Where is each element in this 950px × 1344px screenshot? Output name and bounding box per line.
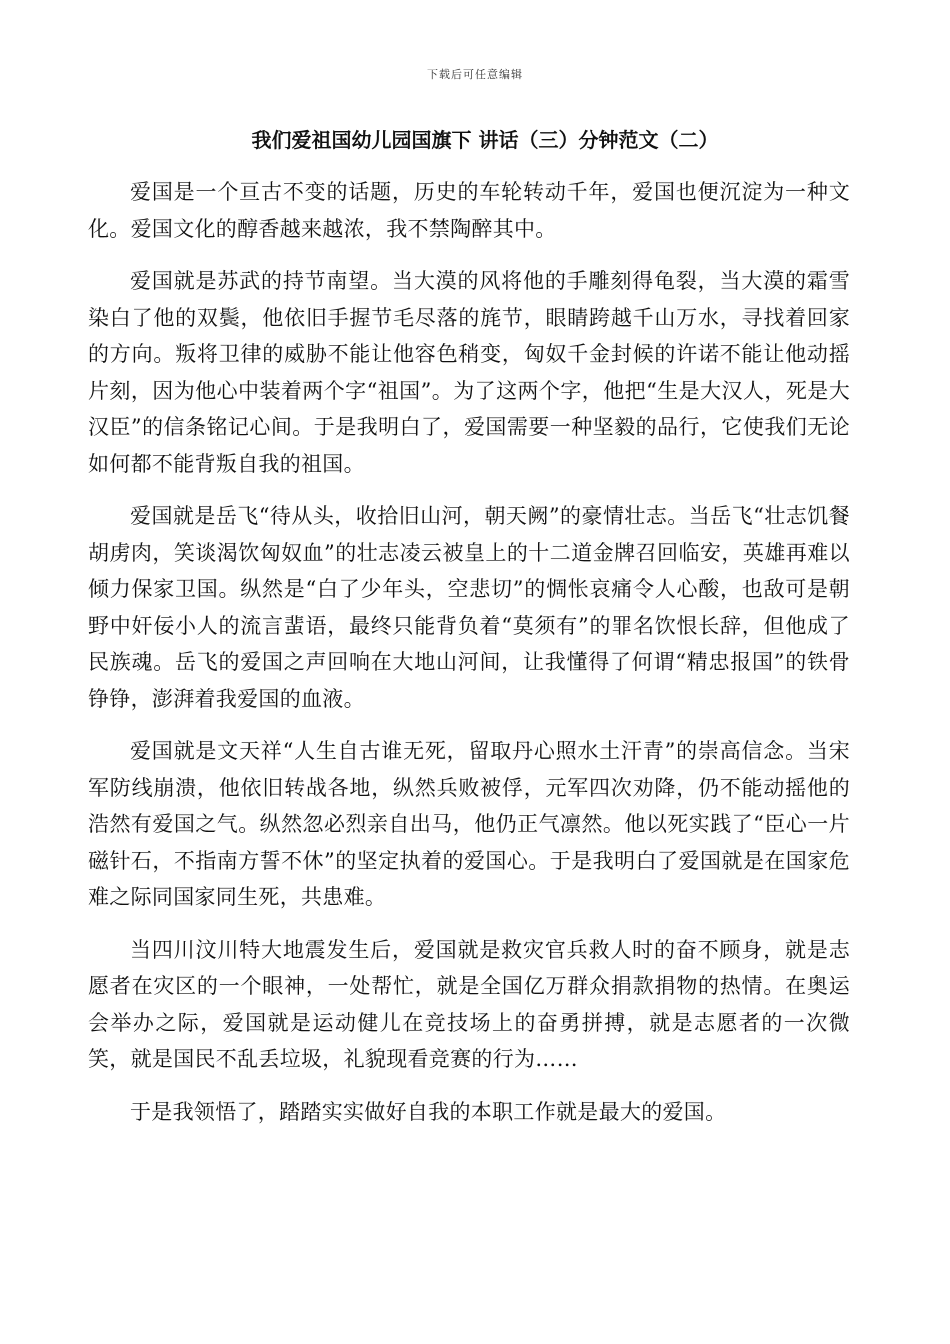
paragraph-3: 爱国就是岳飞“待从头，收拾旧山河，朝天阙”的豪情壮志。当岳飞“壮志饥餐胡虏肉，笑谈渴饮匈奴血”的壮志凌云被皇上的十二道金牌召回临安，英雄再难以倾力保家卫国。纵然是“白了少年头，空悲切”的惆怅哀痛令人心酸，也敌可是朝野中奸佞小人的流言蜚语，最终只能背负着“莫须有”的罪名饮恨长辞，但他成了民族魂。岳飞的爱国之声回响在大地山河间，让我懂得了何谓“精忠报国”的铁骨铮铮，澎湃着我爱国的血液。 xyxy=(88,504,850,711)
paragraph-4: 爱国就是文天祥“人生自古谁无死，留取丹心照水土汗青”的崇高信念。当宋军防线崩溃，他依旧转战各地，纵然兵败被俘，元军四次劝降，仍不能动摇他的浩然有爱国之气。纵然忽必烈亲自出马，他仍正气凛然。他以死实践了“臣心一片磁针石，不指南方誓不休”的坚定执着的爱国心。于是我明白了爱国就是在国家危难之际同国家同生死，共患难。 xyxy=(88,739,850,909)
page-title: 我们爱祖国幼儿园国旗下 讲话（三）分钟范文（二） xyxy=(251,128,719,152)
document-body xyxy=(88,174,850,1146)
paragraph-2: 爱国就是苏武的持节南望。当大漠的风将他的手雕刻得龟裂，当大漠的霜雪染白了他的双鬓，他依旧手握节毛尽落的旄节，眼睛跨越千山万水，寻找着回家的方向。叛将卫律的威胁不能让他容色稍变，匈奴千金封候的许诺不能让他动摇片刻，因为他心中装着两个字“祖国”。为了这两个字，他把“生是大汉人，死是大汉臣”的信条铭记心间。于是我明白了，爱国需要一种坚毅的品行，它使我们无论如何都不能背叛自我的祖国。 xyxy=(88,269,850,476)
paragraph-1: 爱国是一个亘古不变的话题，历史的车轮转动千年，爱国也便沉淀为一种文化。爱国文化的醇香越来越浓，我不禁陶醉其中。 xyxy=(88,180,850,241)
header-note: 下载后可任意编辑 xyxy=(427,68,523,81)
paragraph-6: 于是我领悟了，踏踏实实做好自我的本职工作就是最大的爱国。 xyxy=(130,1099,727,1124)
paragraph-5: 当四川汶川特大地震发生后，爱国就是救灾官兵救人时的奋不顾身，就是志愿者在灾区的一个眼神，一处帮忙，就是全国亿万群众捐款捐物的热情。在奥运会举办之际，爱国就是运动健儿在竞技场上的奋勇拼搏，就是志愿者的一次微笑，就是国民不乱丢垃圾，礼貌现看竞赛的行为…… xyxy=(88,937,850,1071)
